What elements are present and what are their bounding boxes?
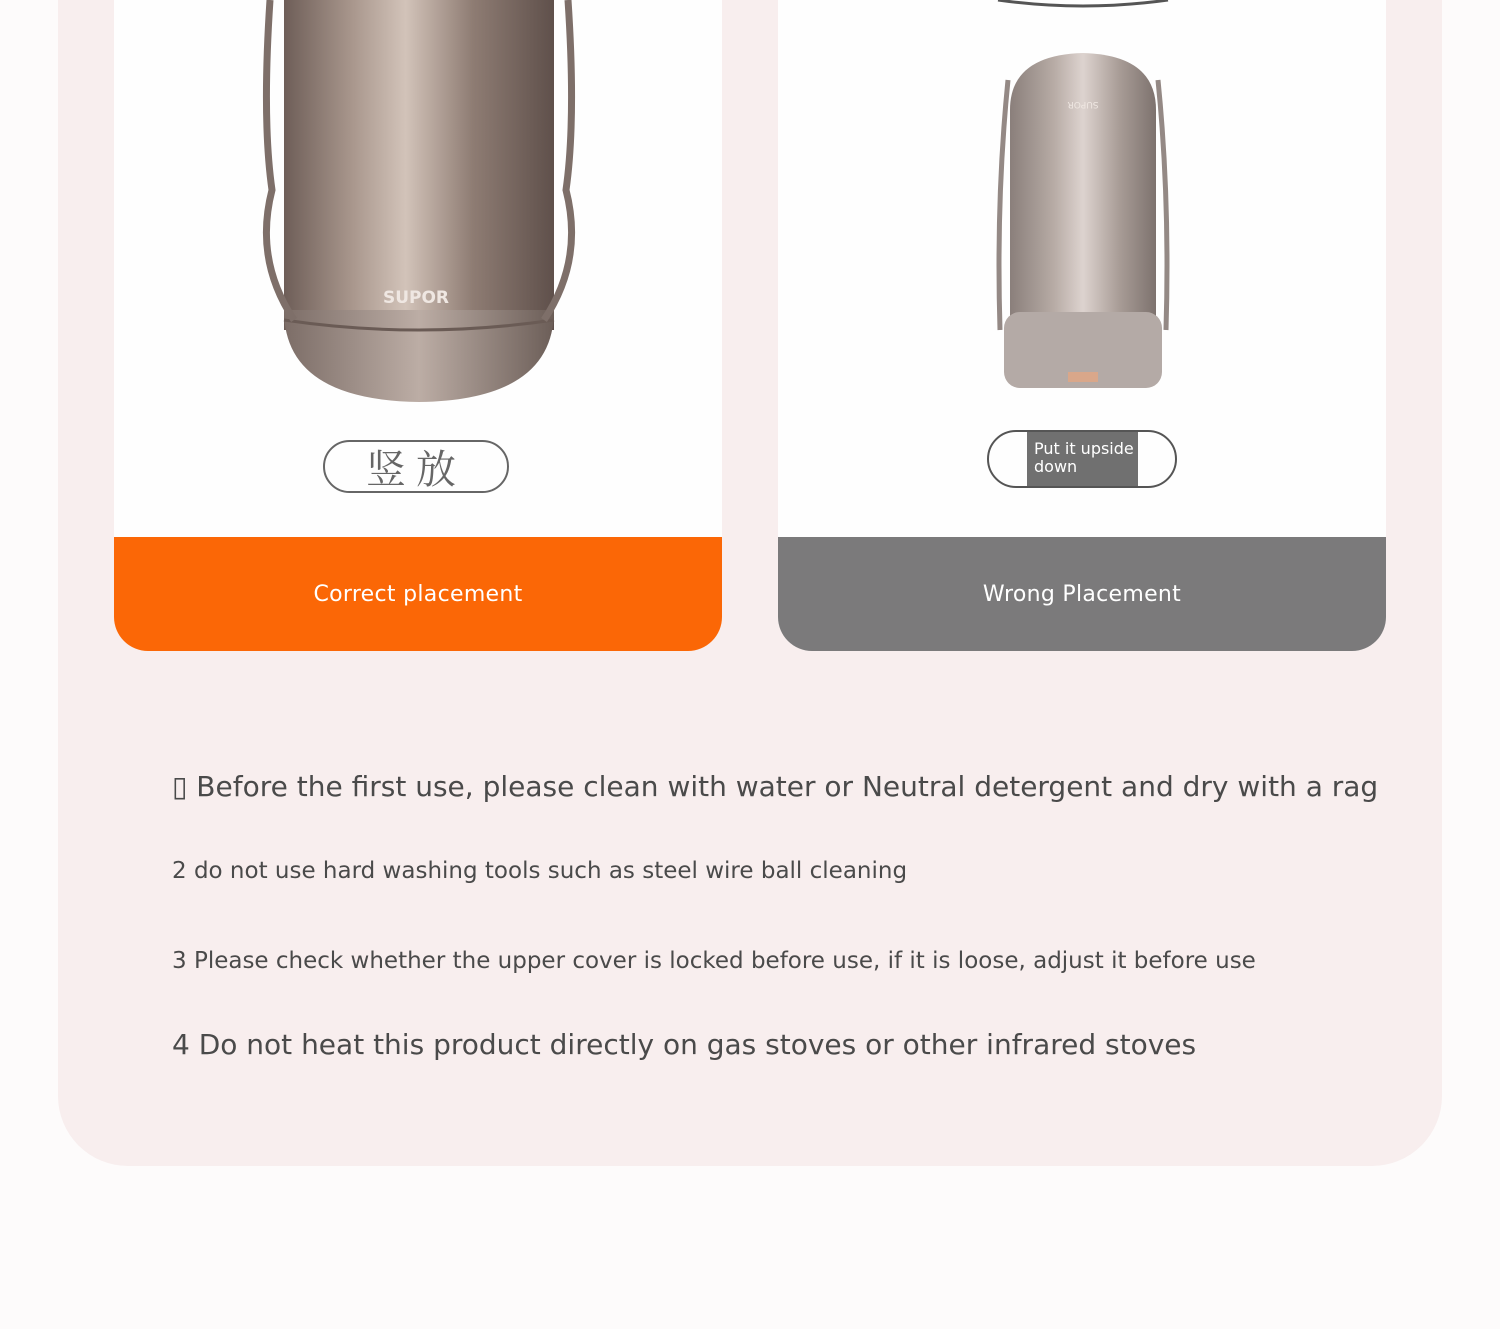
correct-placement-card [114, 0, 722, 651]
upside-down-flask-image [988, 0, 1178, 400]
brand-logo-text-inverted: SUPOR [1067, 99, 1099, 109]
instruction-item: 2 do not use hard washing tools such as steel wire ball cleaning [172, 858, 908, 884]
brand-logo-text: SUPOR [382, 288, 450, 308]
upright-badge: 竖放 [323, 440, 509, 493]
instruction-item: ▯ Before the first use, please clean with water or Neutral detergent and dry with a rag [172, 770, 1379, 803]
instruction-item: 3 Please check whether the upper cover is locked before use, if it is loose, adjust it before use [172, 948, 1256, 974]
correct-placement-banner: Correct placement [114, 537, 722, 651]
instruction-item: 4 Do not heat this product directly on gas stoves or other infrared stoves [172, 1028, 1197, 1061]
upright-flask-image [254, 0, 584, 410]
wrong-placement-banner: Wrong Placement [778, 537, 1386, 651]
upside-down-badge [987, 430, 1177, 488]
upside-down-badge-label: Put it upside down [1027, 432, 1138, 488]
wrong-placement-card [778, 0, 1386, 651]
